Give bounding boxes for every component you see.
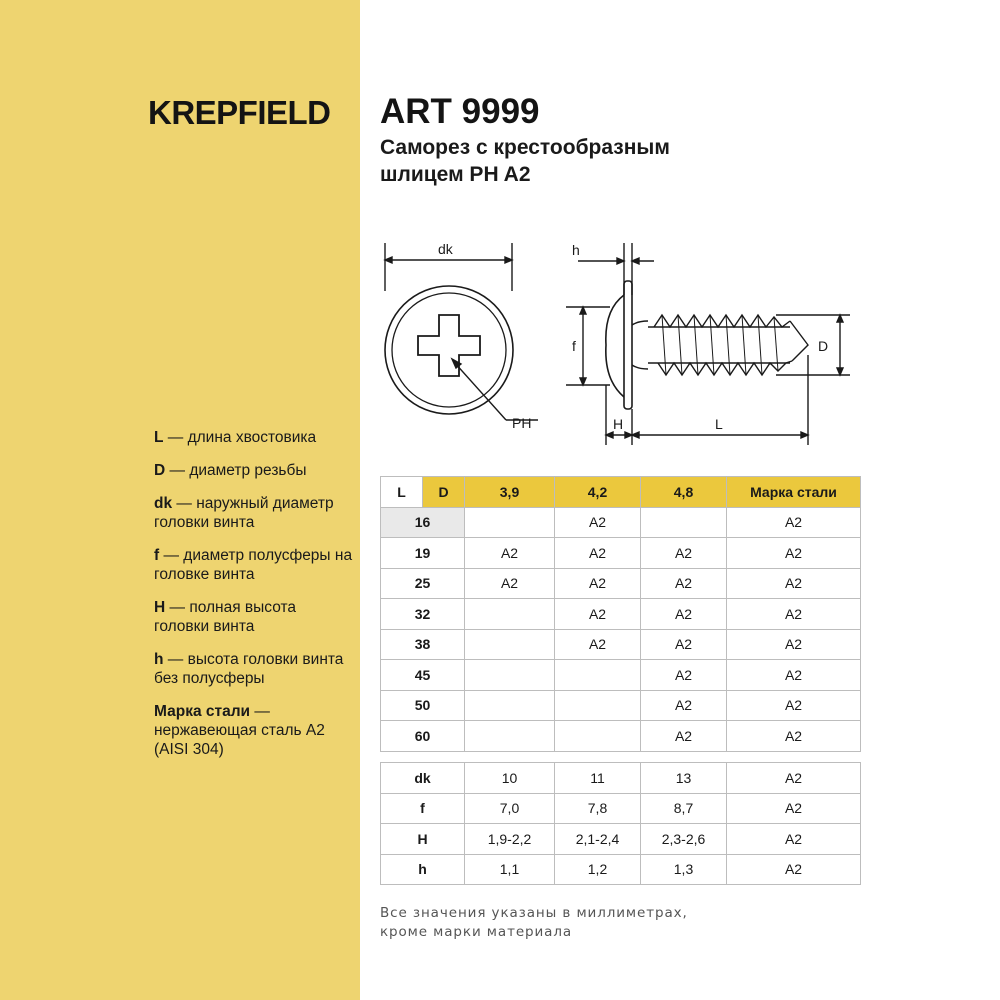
cell-4-2: A2 (555, 568, 641, 599)
cell-3-9 (465, 629, 555, 660)
cell-4-8: A2 (641, 629, 727, 660)
cell-4-2: 11 (555, 763, 641, 794)
table-header-row (381, 477, 861, 508)
legend (154, 428, 354, 773)
row-param: H (381, 824, 465, 855)
legend-term: Марка стали (154, 703, 251, 720)
legend-desc: — наружный диаметр головки винта (154, 495, 334, 531)
cell-4-2: A2 (555, 507, 641, 538)
label-d: D (818, 338, 829, 354)
head-top-view (385, 243, 538, 420)
cell-steel: A2 (727, 538, 861, 569)
legend-desc: — высота головки винта без полусферы (154, 651, 344, 687)
cell-4-2 (555, 690, 641, 721)
cell-3-9 (465, 660, 555, 691)
units-note (380, 904, 820, 942)
row-length: 19 (381, 538, 465, 569)
label-l: L (715, 416, 723, 432)
cell-4-8: A2 (641, 599, 727, 630)
row-length: 25 (381, 568, 465, 599)
row-length: 60 (381, 721, 465, 752)
units-note-line2: кроме марки материала (380, 924, 573, 940)
cell-4-8: A2 (641, 660, 727, 691)
cell-4-8: A2 (641, 568, 727, 599)
row-length: 50 (381, 690, 465, 721)
table-row (381, 538, 861, 569)
legend-term: h (154, 651, 164, 668)
row-length: 32 (381, 599, 465, 630)
legend-desc: — нержавеющая сталь А2 (AISI 304) (154, 703, 325, 758)
cell-4-8: A2 (641, 690, 727, 721)
row-length: 45 (381, 660, 465, 691)
cell-4-8: 13 (641, 763, 727, 794)
legend-item-dk (154, 494, 354, 532)
cell-4-2 (555, 721, 641, 752)
table-row (381, 568, 861, 599)
legend-term: L (154, 429, 164, 446)
screw-side-view (566, 243, 850, 445)
cell-4-8 (641, 507, 727, 538)
cell-4-8: 2,3-2,6 (641, 824, 727, 855)
legend-item-h (154, 650, 354, 688)
cell-4-2: 7,8 (555, 793, 641, 824)
cell-3-9: 1,1 (465, 854, 555, 885)
cell-4-8: 1,3 (641, 854, 727, 885)
product-title (380, 134, 900, 188)
label-ph: PH (512, 415, 532, 431)
cell-3-9 (465, 690, 555, 721)
cell-4-8: 8,7 (641, 793, 727, 824)
label-h: h (572, 242, 580, 258)
table-row (381, 690, 861, 721)
cell-steel: A2 (727, 793, 861, 824)
screw-technical-drawing (370, 235, 850, 455)
cell-3-9 (465, 721, 555, 752)
legend-term: dk (154, 495, 173, 512)
table-row (381, 599, 861, 630)
cell-steel: A2 (727, 854, 861, 885)
cell-4-2: A2 (555, 599, 641, 630)
cell-4-2: 2,1-2,4 (555, 824, 641, 855)
row-length: 38 (381, 629, 465, 660)
header-steel: Марка стали (727, 477, 861, 508)
legend-term: H (154, 599, 166, 616)
cell-3-9: 7,0 (465, 793, 555, 824)
cell-steel: A2 (727, 721, 861, 752)
length-availability-table (380, 476, 861, 752)
legend-item-h-full (154, 598, 354, 636)
legend-item-steel (154, 702, 354, 759)
cell-steel: A2 (727, 690, 861, 721)
cell-steel: A2 (727, 507, 861, 538)
legend-desc: — диаметр полусферы на головке винта (154, 547, 353, 583)
product-title-line1: Саморез с крестообразным (380, 136, 670, 159)
header-3-9: 3,9 (465, 477, 555, 508)
row-length: 16 (381, 507, 465, 538)
cell-3-9: A2 (465, 568, 555, 599)
label-f: f (572, 338, 576, 354)
product-title-line2: шлицем PH A2 (380, 163, 531, 186)
table-row (381, 854, 861, 885)
cell-steel: A2 (727, 599, 861, 630)
cell-steel: A2 (727, 824, 861, 855)
cell-3-9 (465, 507, 555, 538)
label-dk: dk (438, 241, 453, 257)
brand-logo: KREPFIELD (148, 94, 331, 131)
legend-term: f (154, 547, 160, 564)
row-param: h (381, 854, 465, 885)
cell-3-9: 1,9-2,2 (465, 824, 555, 855)
table-row (381, 763, 861, 794)
head-dimensions-table (380, 762, 861, 885)
cell-4-2: A2 (555, 538, 641, 569)
cell-4-8: A2 (641, 538, 727, 569)
table-row (381, 507, 861, 538)
table-row (381, 629, 861, 660)
label-h-full: H (613, 416, 624, 432)
header-d: D (423, 477, 465, 508)
table-row (381, 660, 861, 691)
cell-4-8: A2 (641, 721, 727, 752)
cell-3-9: 10 (465, 763, 555, 794)
legend-desc: — длина хвостовика (163, 429, 317, 446)
legend-term: D (154, 462, 166, 479)
cell-4-2: 1,2 (555, 854, 641, 885)
header-4-2: 4,2 (555, 477, 641, 508)
legend-item-l (154, 428, 354, 447)
row-param: dk (381, 763, 465, 794)
units-note-line1: Все значения указаны в миллиметрах, (380, 905, 688, 921)
cell-4-2: A2 (555, 629, 641, 660)
cell-steel: A2 (727, 660, 861, 691)
header-4-8: 4,8 (641, 477, 727, 508)
legend-desc: — полная высота головки винта (154, 599, 297, 635)
table-row (381, 793, 861, 824)
cell-3-9: A2 (465, 538, 555, 569)
cell-3-9 (465, 599, 555, 630)
header-l: L (381, 477, 423, 508)
cell-steel: A2 (727, 568, 861, 599)
article-number: ART 9999 (380, 92, 540, 131)
legend-item-d (154, 461, 354, 480)
legend-item-f (154, 546, 354, 584)
row-param: f (381, 793, 465, 824)
cell-steel: A2 (727, 629, 861, 660)
cell-4-2 (555, 660, 641, 691)
legend-desc: — диаметр резьбы (165, 462, 307, 479)
table-row (381, 721, 861, 752)
cell-steel: A2 (727, 763, 861, 794)
table-row (381, 824, 861, 855)
